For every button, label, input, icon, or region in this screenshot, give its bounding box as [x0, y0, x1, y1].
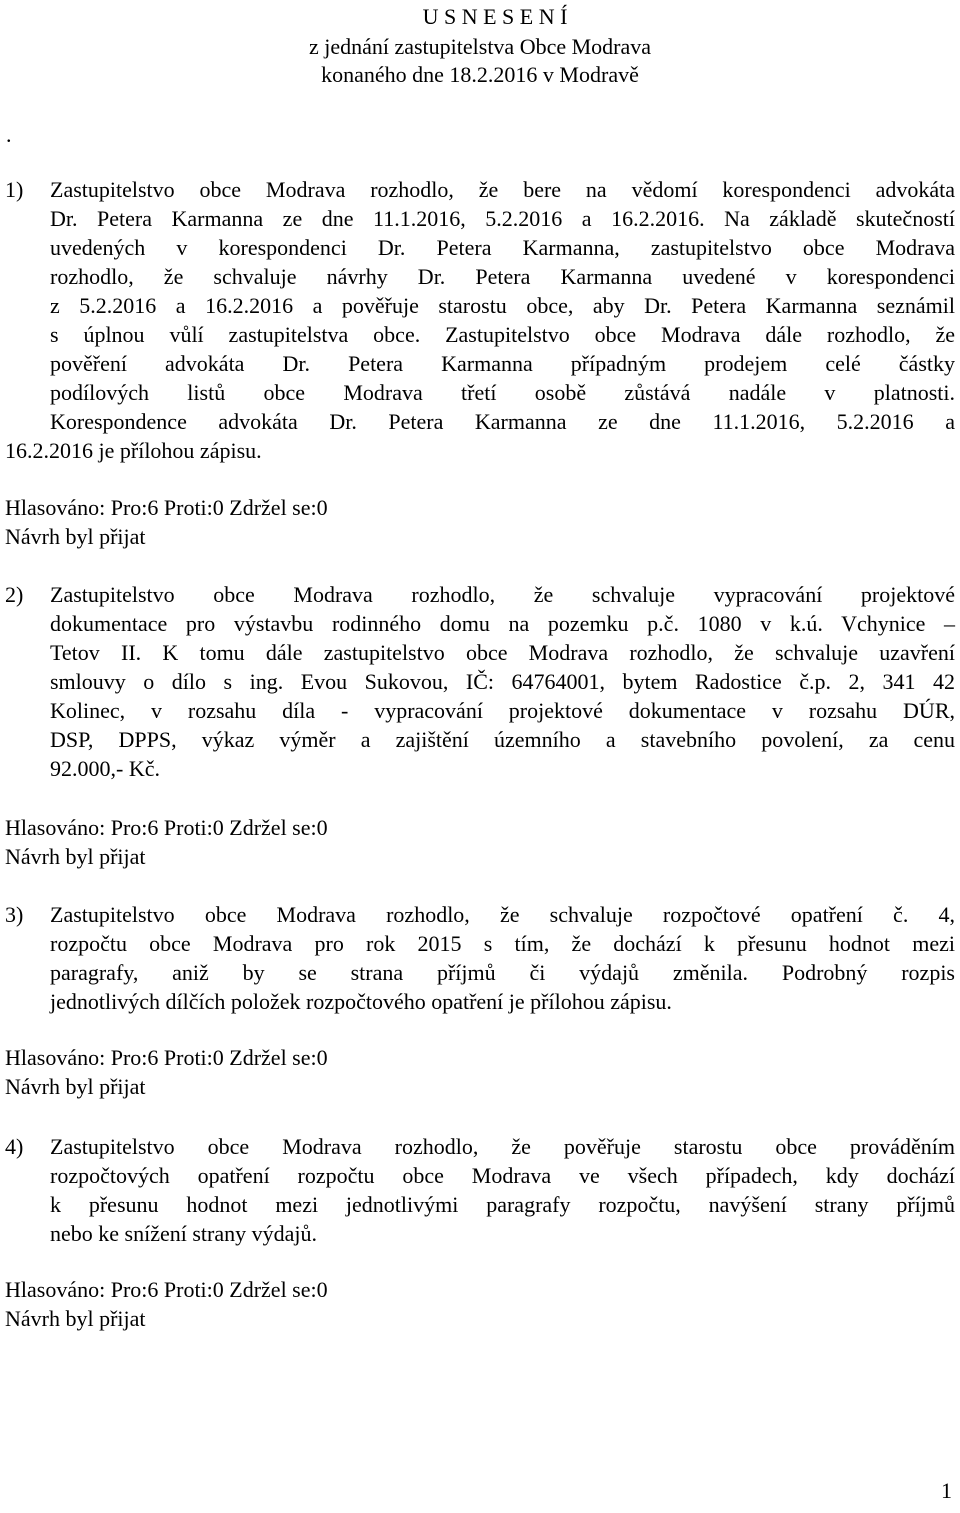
page-number: 1	[941, 1478, 952, 1503]
item-line: Zastupitelstvo obce Modrava rozhodlo, že bere na vědomí korespondenci advokáta	[50, 177, 955, 202]
item-line: pověření advokáta Dr. Petera Karmanna případným prodejem celé částky	[50, 351, 955, 376]
item-number: 2)	[5, 582, 24, 607]
item-line: Tetov II. K tomu dále zastupitelstvo obce Modrava rozhodlo, že schvaluje uzavření	[50, 640, 955, 665]
motion-status-1: Návrh byl přijat	[5, 524, 146, 549]
item-line: s úplnou vůlí zastupitelstva obce. Zastupitelstvo obce Modrava dále rozhodlo, že	[50, 322, 955, 347]
item-line: Korespondence advokáta Dr. Petera Karmanna ze dne 11.1.2016, 5.2.2016 a	[50, 409, 955, 434]
item-line: DSP, DPPS, výkaz výměr a zajištění územního a stavebního povolení, za cenu	[50, 727, 955, 752]
meeting-date: konaného dne 18.2.2016 v Modravě	[321, 62, 639, 87]
item-text	[50, 580, 955, 783]
item-line: smlouvy o dílo s ing. Evou Sukovou, IČ: 64764001, bytem Radostice č.p. 2, 341 42	[50, 669, 955, 694]
item-line: uvedených v korespondenci Dr. Petera Karmanna, zastupitelstvo obce Modrava	[50, 235, 955, 260]
item-line: z 5.2.2016 a 16.2.2016 a pověřuje starostu obce, aby Dr. Petera Karmanna seznámil	[50, 293, 955, 318]
item-text	[50, 900, 955, 1016]
item-number: 3)	[5, 902, 24, 927]
stray-dot: .	[6, 122, 12, 147]
item-text	[50, 1132, 955, 1248]
vote-result-3: Hlasováno: Pro:6 Proti:0 Zdržel se:0	[5, 1045, 328, 1070]
item-line: Zastupitelstvo obce Modrava rozhodlo, že schvaluje rozpočtové opatření č. 4,	[50, 902, 955, 927]
item-line: 16.2.2016 je přílohou zápisu.	[5, 438, 262, 463]
vote-result-4: Hlasováno: Pro:6 Proti:0 Zdržel se:0	[5, 1277, 328, 1302]
item-line: paragrafy, aniž by se strana příjmů či výdajů změnila. Podrobný rozpis	[50, 960, 955, 985]
item-number: 4)	[5, 1134, 24, 1159]
item-line: rozpočtových opatření rozpočtu obce Modrava ve všech případech, kdy dochází	[50, 1163, 955, 1188]
vote-result-1: Hlasováno: Pro:6 Proti:0 Zdržel se:0	[5, 495, 328, 520]
motion-status-4: Návrh byl přijat	[5, 1306, 146, 1331]
document-title: U S N E S E N Í	[422, 4, 568, 29]
meeting-subtitle: z jednání zastupitelstva Obce Modrava	[308, 34, 652, 59]
item-line: Zastupitelstvo obce Modrava rozhodlo, že schvaluje vypracování projektové	[50, 582, 955, 607]
item-line: podílových listů obce Modrava třetí osobě zůstává nadále v platnosti.	[50, 380, 955, 405]
item-line: 92.000,- Kč.	[50, 756, 160, 781]
item-line: rozpočtu obce Modrava pro rok 2015 s tím, že dochází k přesunu hodnot mezi	[50, 931, 955, 956]
item-text	[5, 175, 955, 465]
item-line: Zastupitelstvo obce Modrava rozhodlo, že pověřuje starostu obce prováděním	[50, 1134, 955, 1159]
item-line: k přesunu hodnot mezi jednotlivými paragrafy rozpočtu, navýšení strany příjmů	[50, 1192, 955, 1217]
item-line: rozhodlo, že schvaluje návrhy Dr. Petera Karmanna uvedené v korespondenci	[50, 264, 955, 289]
motion-status-3: Návrh byl přijat	[5, 1074, 146, 1099]
motion-status-2: Návrh byl přijat	[5, 844, 146, 869]
item-line: dokumentace pro výstavbu rodinného domu na pozemku p.č. 1080 v k.ú. Vchynice –	[50, 611, 955, 636]
item-line: jednotlivých dílčích položek rozpočtového opatření je přílohou zápisu.	[50, 989, 672, 1014]
item-line: Dr. Petera Karmanna ze dne 11.1.2016, 5.2.2016 a 16.2.2016. Na základě skutečností	[50, 206, 955, 231]
vote-result-2: Hlasováno: Pro:6 Proti:0 Zdržel se:0	[5, 815, 328, 840]
item-line: Kolinec, v rozsahu díla - vypracování projektové dokumentace v rozsahu DÚR,	[50, 698, 955, 723]
item-line: nebo ke snížení strany výdajů.	[50, 1221, 317, 1246]
item-number: 1)	[5, 177, 24, 202]
